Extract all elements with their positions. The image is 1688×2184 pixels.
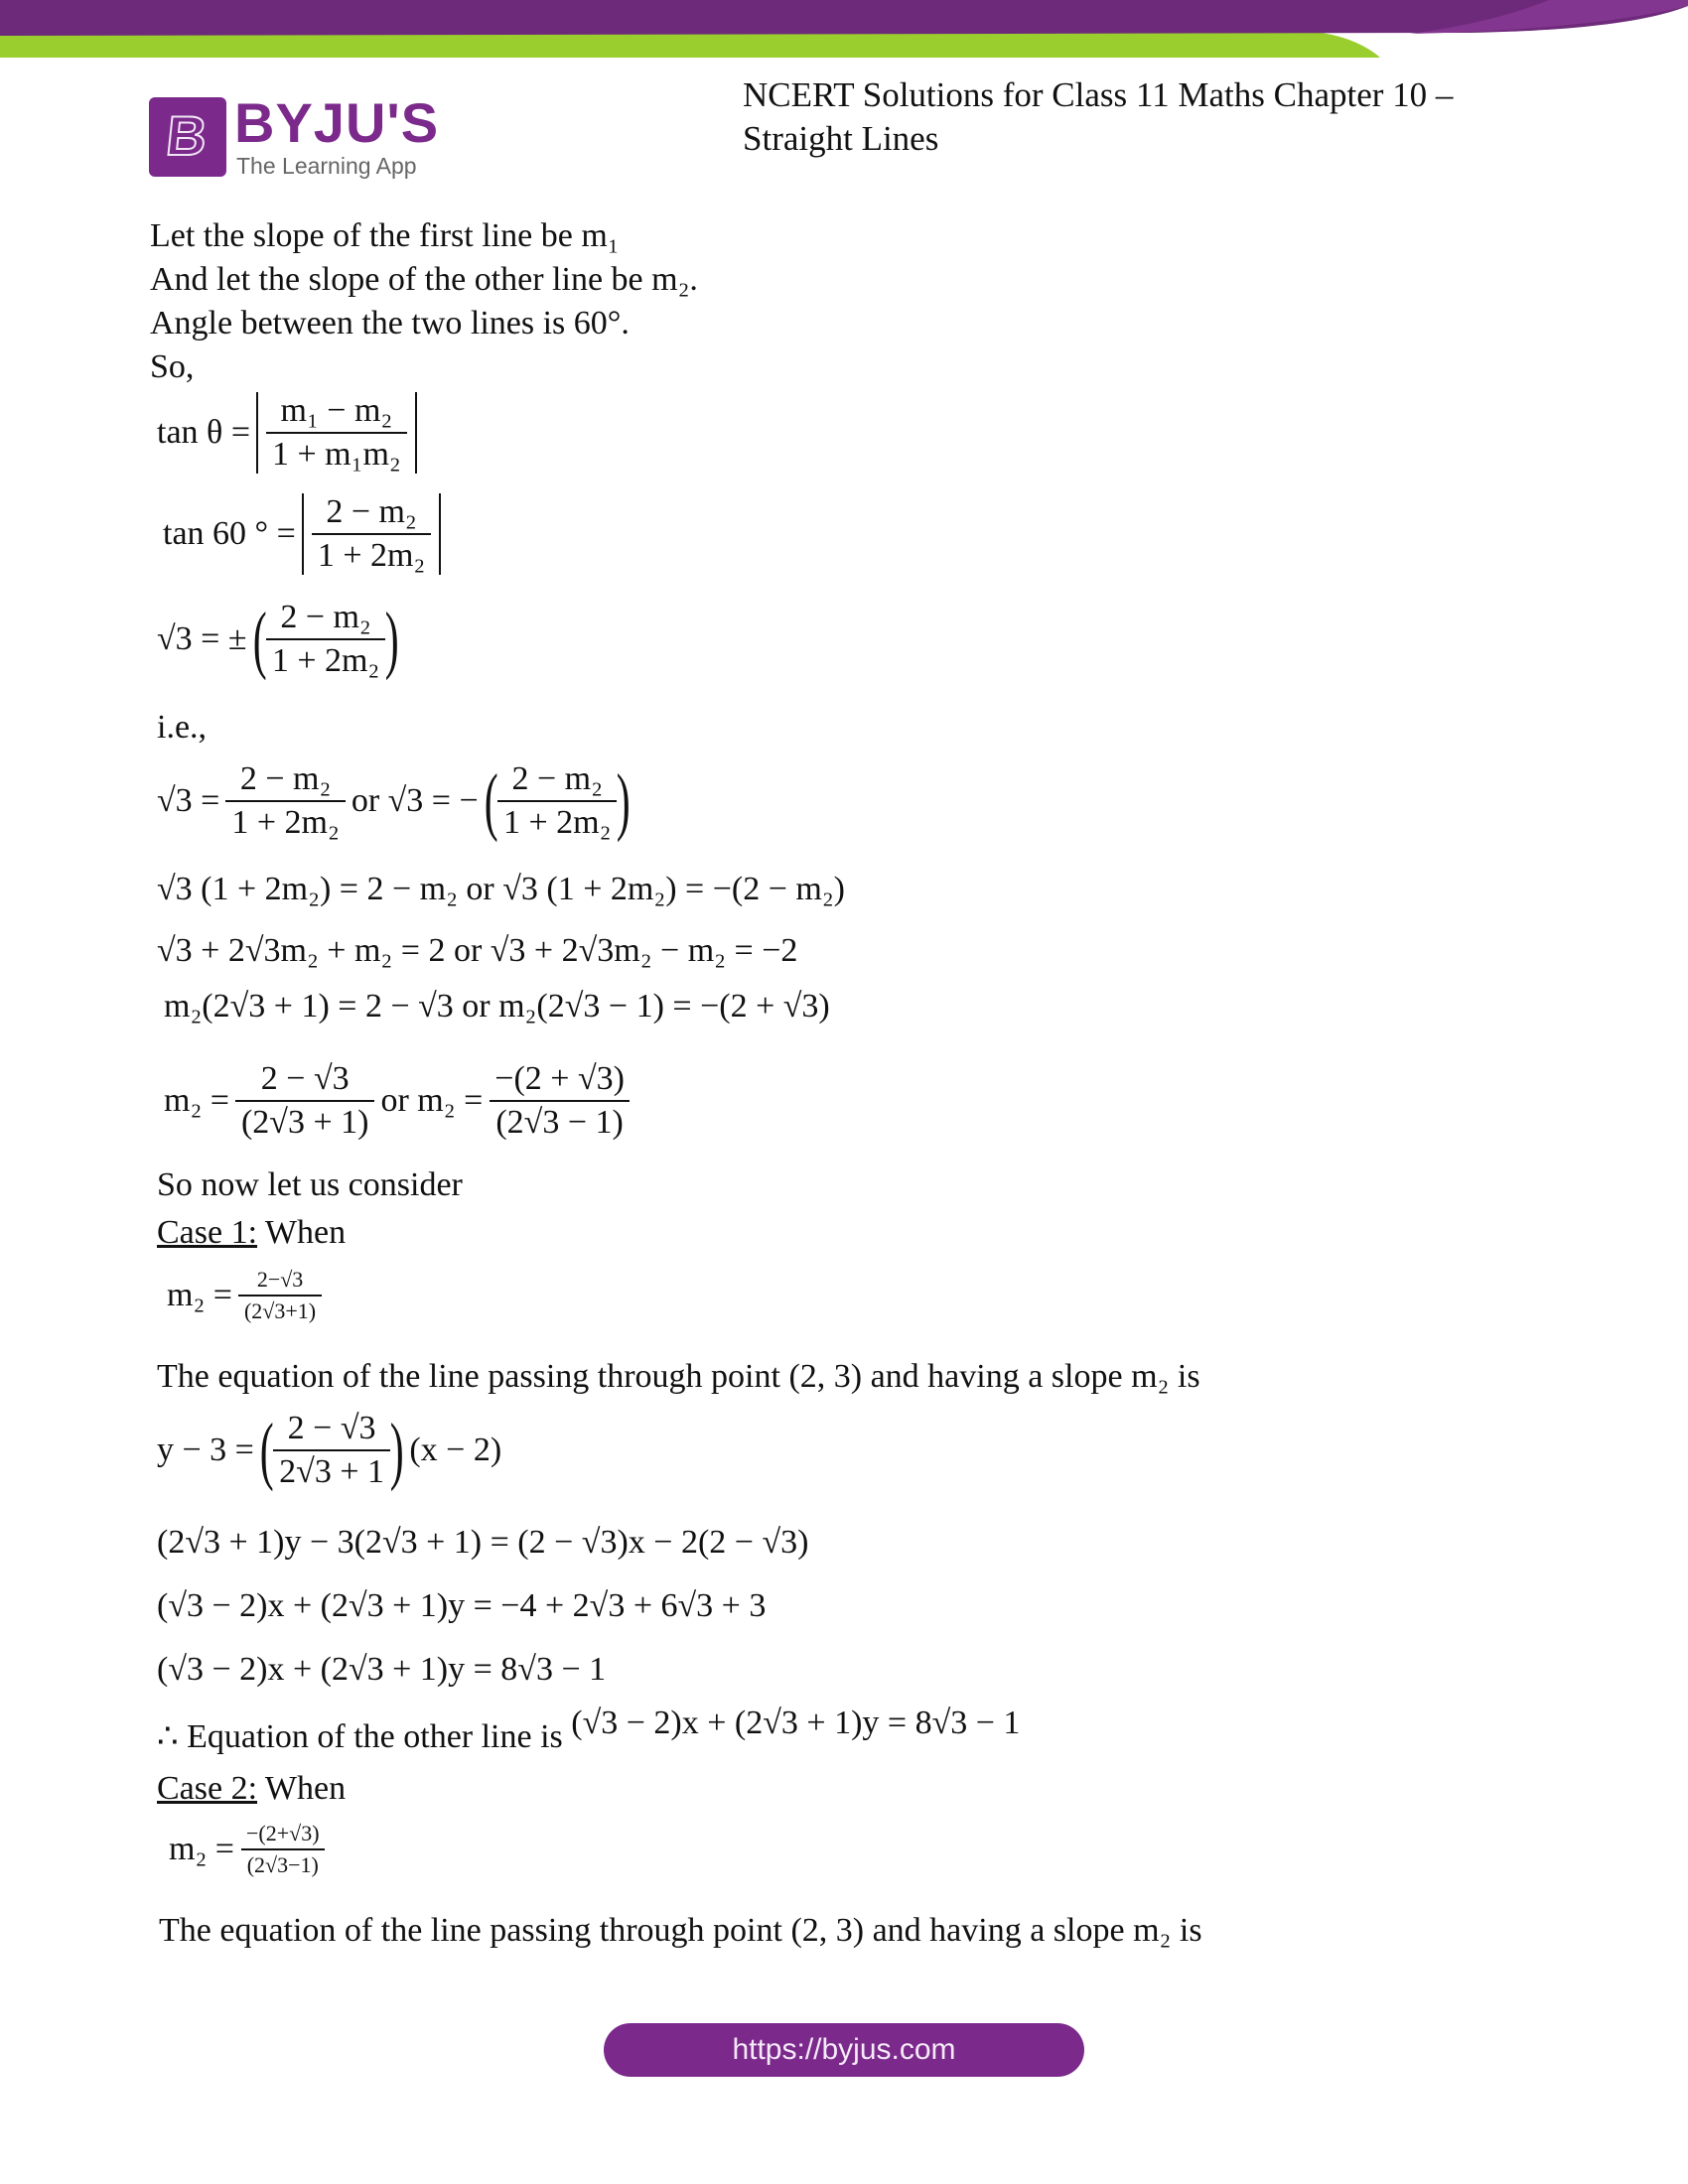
- fraction: [497, 760, 617, 842]
- absolute-value: [302, 493, 441, 575]
- denominator: (2√3−1): [241, 1848, 325, 1878]
- equation-case1-m2: [167, 1267, 328, 1324]
- case1-line-2: (√3 − 2)x + (2√3 + 1)y = −4 + 2√3 + 6√3 + 3: [157, 1587, 767, 1624]
- case2-label: Case 2:: [157, 1770, 258, 1807]
- denominator: 1 + 2m₂: [497, 800, 617, 842]
- denominator: 2√3 + 1: [273, 1449, 390, 1491]
- equation-sqrt3-plus-minus: [157, 599, 405, 680]
- equation-tan-60: [163, 493, 441, 575]
- numerator: 2 − m₂: [280, 599, 371, 635]
- equation-lhs: tan 60 ° =: [163, 515, 296, 552]
- fraction: [266, 599, 385, 680]
- denominator: 1 + m₁m₂: [266, 432, 407, 474]
- case1-line-1: (2√3 + 1)y − 3(2√3 + 1) = (2 − √3)x − 2(2 − √3): [157, 1524, 809, 1561]
- case1-when: When: [257, 1214, 347, 1251]
- footer-url-link[interactable]: https://byjus.com: [604, 2023, 1084, 2077]
- numerator: 2 − m₂: [239, 760, 332, 797]
- fraction: [489, 1060, 631, 1142]
- case2-when: When: [257, 1770, 347, 1807]
- brand-name: BYJU'S: [234, 91, 440, 154]
- logo-letter-icon: B: [163, 104, 211, 167]
- fraction: [273, 1410, 390, 1491]
- equation-lhs: y − 3 =: [157, 1432, 254, 1468]
- case1-heading: [157, 1213, 346, 1253]
- equation-lhs: m₂ =: [169, 1831, 234, 1867]
- equation-lhs: √3 = ±: [157, 620, 247, 657]
- fraction: [225, 760, 345, 842]
- denominator: 1 + 2m₂: [225, 800, 345, 842]
- equation-line-2: √3 + 2√3m₂ + m₂ = 2 or √3 + 2√3m₂ − m₂ = −2: [157, 932, 798, 969]
- denominator: 1 + 2m₂: [312, 533, 431, 575]
- denominator: (2√3 + 1): [235, 1100, 374, 1142]
- line-through-point-text: The equation of the line passing through point (2, 3) and having a slope m₂ is: [157, 1358, 1200, 1395]
- case2-heading: [157, 1769, 346, 1809]
- fraction: [235, 1060, 374, 1142]
- conclusion: [157, 1705, 1021, 1757]
- equation-lhs: m₂ =: [167, 1277, 232, 1313]
- numerator: m₁ − m₂: [280, 392, 393, 429]
- consider-text: So now let us consider: [157, 1166, 463, 1203]
- case1-label: Case 1:: [157, 1214, 258, 1251]
- brand-tagline: The Learning App: [236, 153, 417, 179]
- fraction: [312, 493, 431, 575]
- numerator: 2 − m₂: [511, 760, 603, 797]
- numerator: 2 − m₂: [326, 493, 417, 530]
- document-title-line1: NCERT Solutions for Class 11 Maths Chapter 10 –: [743, 75, 1454, 114]
- ie-label: i.e.,: [157, 709, 208, 746]
- equation-mid: or √3 = −: [351, 782, 479, 819]
- equation-split: [157, 760, 636, 842]
- byjus-logo: [149, 91, 440, 181]
- denominator: (2√3 − 1): [490, 1100, 629, 1142]
- fraction: [266, 392, 407, 474]
- equation-rhs: (x − 2): [409, 1432, 502, 1468]
- equation-lhs: √3 =: [157, 782, 220, 819]
- right-paren: ): [389, 1409, 404, 1492]
- numerator: 2−√3: [256, 1267, 304, 1292]
- intro-line-1: Let the slope of the first line be m₁: [150, 217, 620, 254]
- equation-line-3: m₂(2√3 + 1) = 2 − √3 or m₂(2√3 − 1) = −(2 + √3): [164, 988, 830, 1024]
- equation-m2-solutions: [164, 1060, 636, 1142]
- equation-tan-theta: [157, 392, 417, 474]
- numerator: −(2+√3): [245, 1821, 320, 1845]
- line-through-point-text-2: The equation of the line passing through point (2, 3) and having a slope m₂ is: [159, 1912, 1202, 1949]
- conclusion-equation: (√3 − 2)x + (2√3 + 1)y = 8√3 − 1: [571, 1705, 1021, 1741]
- numerator: −(2 + √3): [494, 1060, 625, 1097]
- case1-line-3: (√3 − 2)x + (2√3 + 1)y = 8√3 − 1: [157, 1651, 607, 1688]
- equation-case2-m2: [169, 1821, 332, 1878]
- header-band: [0, 0, 1688, 69]
- intro-line-2: And let the slope of the other line be m₂.: [150, 261, 698, 298]
- numerator: 2 − √3: [260, 1060, 350, 1097]
- fraction: [240, 1821, 326, 1878]
- absolute-value: [256, 392, 417, 474]
- denominator: (2√3+1): [238, 1295, 322, 1324]
- equation-line-1: √3 (1 + 2m₂) = 2 − m₂ or √3 (1 + 2m₂) = −(2 − m₂): [157, 871, 845, 907]
- right-paren: ): [617, 759, 632, 843]
- intro-line-3: Angle between the two lines is 60°.: [150, 305, 630, 341]
- left-paren: (: [259, 1409, 274, 1492]
- left-paren: (: [252, 598, 267, 681]
- right-paren: ): [384, 598, 399, 681]
- logo-mark: [149, 97, 226, 177]
- intro-line-4: So,: [150, 348, 195, 385]
- fraction: [238, 1267, 322, 1324]
- equation-lhs: tan θ =: [157, 414, 250, 451]
- document-title: [743, 73, 1557, 161]
- denominator: 1 + 2m₂: [266, 638, 385, 680]
- left-paren: (: [484, 759, 498, 843]
- numerator: 2 − √3: [287, 1410, 376, 1446]
- conclusion-text: ∴ Equation of the other line is: [157, 1718, 563, 1755]
- equation-lhs: m₂ =: [164, 1082, 229, 1119]
- document-title-line2: Straight Lines: [743, 119, 939, 158]
- equation-case1-point-slope: [157, 1410, 501, 1491]
- equation-mid: or m₂ =: [380, 1082, 484, 1119]
